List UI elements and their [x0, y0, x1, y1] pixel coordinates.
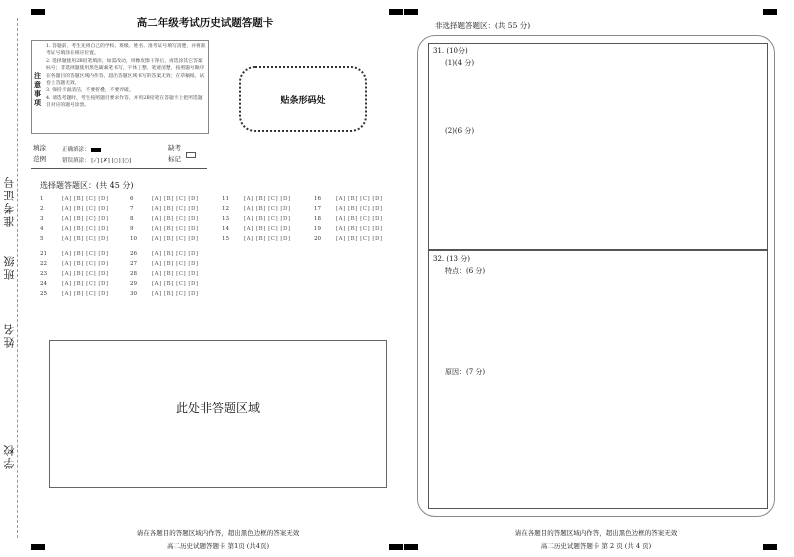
side-label-name: 姓名: [3, 322, 16, 348]
choice-question[interactable]: 30 [A] [B] [C] [D]: [130, 291, 199, 297]
barcode-label: 贴条形码处: [280, 95, 326, 106]
note-item: 3. 保持卡面清洁，不要折叠，不要弄破。: [46, 88, 134, 94]
note-item: 1. 答题前，考生先将自己的学校、班级、姓名、准考证号填写清楚，并将准考证号填涂在相应位置。: [46, 44, 206, 57]
q32-part1: 特点：(6 分): [445, 267, 486, 275]
fill-wrong-marks: [✓] [✗] [○] [○]: [91, 158, 132, 164]
footer-note: 请在各题目的答题区域内作答，超出黑色边框的答案无效: [514, 529, 678, 537]
footer-page: 高二历史试题答题卡 第 2 页 (共 4 页): [540, 542, 652, 550]
fill-correct-label: [62, 145, 101, 153]
side-label-class: 班级: [3, 254, 16, 280]
choice-question[interactable]: 21 [A] [B] [C] [D]: [40, 251, 109, 257]
fill-example-heading: 填涂范例: [33, 144, 46, 163]
choice-question[interactable]: 4 [A] [B] [C] [D]: [40, 226, 109, 232]
choice-question[interactable]: 18 [A] [B] [C] [D]: [314, 216, 383, 222]
registration-mark: [404, 544, 418, 550]
registration-mark: [763, 544, 777, 550]
q31-title: 31. (10分): [433, 47, 468, 55]
choice-question[interactable]: 16 [A] [B] [C] [D]: [314, 196, 383, 202]
fill-correct-text: 正确填涂：: [62, 147, 90, 153]
fill-wrong-label: [62, 156, 131, 164]
note-item: 2. 选择题使用2B铅笔填涂，如需改动，用橡皮擦干净后，再选涂其它答案标号；非选择题使用黑色碳素笔书写，字体工整、笔迹清楚，按照题号顺序在各题目的答题区域内作答，超出答题区域书写的答案无效；在草稿纸、试卷上答题无效。: [46, 58, 205, 87]
choice-question[interactable]: 3 [A] [B] [C] [D]: [40, 216, 109, 222]
answer-box-q31[interactable]: [428, 43, 768, 250]
side-label-exam-number: 准考证号: [3, 175, 16, 227]
choice-question[interactable]: 24 [A] [B] [C] [D]: [40, 281, 109, 287]
absent-mark-label: 缺考标记: [168, 144, 181, 163]
side-label-school: 学校: [3, 443, 16, 469]
choice-question[interactable]: 7 [A] [B] [C] [D]: [130, 206, 199, 212]
choice-question[interactable]: 17 [A] [B] [C] [D]: [314, 206, 383, 212]
choice-question[interactable]: 15 [A] [B] [C] [D]: [222, 236, 291, 242]
registration-mark: [31, 544, 45, 550]
fill-correct-mark: [91, 148, 101, 152]
q31-part2: (2)(6 分): [445, 127, 475, 135]
choice-question[interactable]: 13 [A] [B] [C] [D]: [222, 216, 291, 222]
choice-question[interactable]: 12 [A] [B] [C] [D]: [222, 206, 291, 212]
answer-box-q32[interactable]: [428, 250, 768, 509]
choice-question[interactable]: 27 [A] [B] [C] [D]: [130, 261, 199, 267]
choice-question[interactable]: 28 [A] [B] [C] [D]: [130, 271, 199, 277]
notes-box: [31, 40, 209, 134]
non-answer-label: 此处非答题区域: [175, 401, 260, 415]
barcode-area: [239, 66, 367, 132]
note-item: 4. 请选考题时，考生按照题目要求作答，并用2B铅笔在答题卡上把所选题目对应的题号涂黑。: [46, 95, 203, 109]
registration-mark: [763, 9, 777, 15]
choice-question[interactable]: 1 [A] [B] [C] [D]: [40, 196, 109, 202]
absent-mark-box[interactable]: [186, 152, 196, 158]
registration-mark: [31, 9, 45, 15]
registration-mark: [389, 9, 403, 15]
choice-question[interactable]: 19 [A] [B] [C] [D]: [314, 226, 383, 232]
choice-question[interactable]: 25 [A] [B] [C] [D]: [40, 291, 109, 297]
choice-question[interactable]: 6 [A] [B] [C] [D]: [130, 196, 199, 202]
choice-question[interactable]: 14 [A] [B] [C] [D]: [222, 226, 291, 232]
page-title: 高二年级考试历史试题答题卡: [136, 17, 274, 29]
choice-question[interactable]: 9 [A] [B] [C] [D]: [130, 226, 199, 232]
choice-section-title: 选择题答题区：(共 45 分): [40, 181, 134, 190]
divider: [31, 168, 207, 169]
footer-page: 高二历史试题答题卡 第1页 (共4页): [167, 542, 269, 550]
notes-text: [46, 43, 206, 110]
q32-title: 32. (13 分): [433, 255, 470, 263]
choice-question[interactable]: 10 [A] [B] [C] [D]: [130, 236, 199, 242]
notes-heading: 注意事项: [34, 71, 41, 107]
registration-mark: [389, 544, 403, 550]
choice-question[interactable]: 11 [A] [B] [C] [D]: [222, 196, 291, 202]
non-choice-section-title: 非选择题答题区：(共 55 分): [435, 21, 531, 30]
non-answer-area: [49, 340, 387, 488]
choice-question[interactable]: 23 [A] [B] [C] [D]: [40, 271, 109, 277]
choice-question[interactable]: 2 [A] [B] [C] [D]: [40, 206, 109, 212]
choice-question[interactable]: 5 [A] [B] [C] [D]: [40, 236, 109, 242]
choice-question[interactable]: 20 [A] [B] [C] [D]: [314, 236, 383, 242]
choice-question[interactable]: 29 [A] [B] [C] [D]: [130, 281, 199, 287]
choice-question[interactable]: 22 [A] [B] [C] [D]: [40, 261, 109, 267]
registration-mark: [404, 9, 418, 15]
choice-question[interactable]: 8 [A] [B] [C] [D]: [130, 216, 199, 222]
fill-wrong-text: 错误填涂：: [62, 158, 90, 164]
q31-part1: (1)(4 分): [445, 59, 475, 67]
q32-part2: 原因：(7 分): [445, 368, 486, 376]
footer-note: 请在各题目的答题区域内作答，超出黑色边框的答案无效: [136, 529, 300, 537]
choice-question[interactable]: 26 [A] [B] [C] [D]: [130, 251, 199, 257]
